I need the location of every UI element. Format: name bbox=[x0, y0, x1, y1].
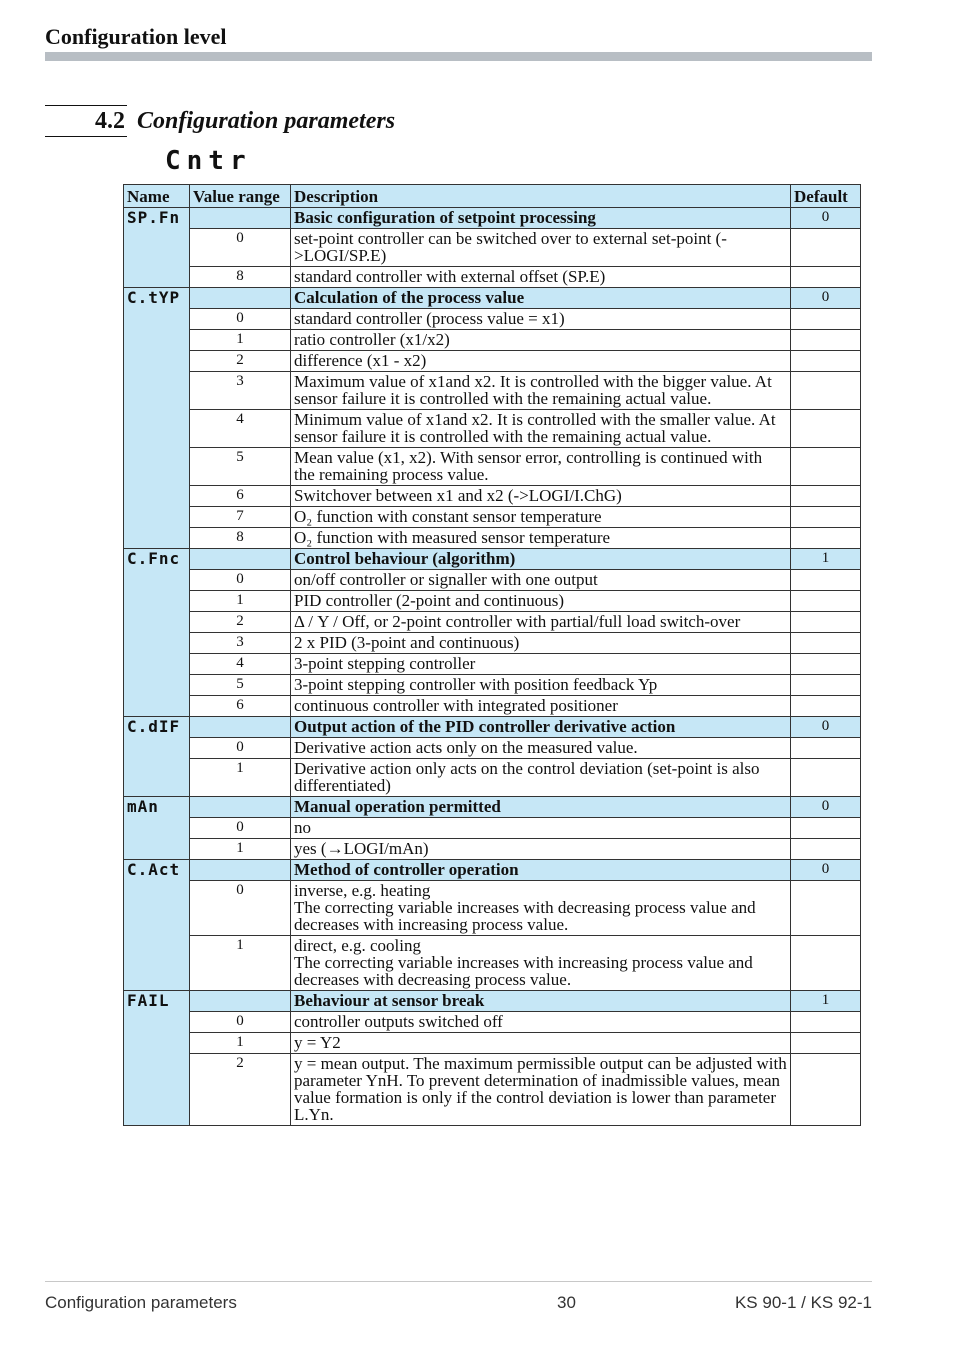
param-name-cell bbox=[124, 936, 190, 991]
param-name-cell bbox=[124, 881, 190, 936]
default-value: 0 bbox=[791, 797, 861, 818]
value-description: Maximum value of x1and x2. It is controlled with the bigger value. At sensor failure it is controlled with the remaining actual value. bbox=[291, 372, 791, 410]
table-row bbox=[124, 351, 861, 372]
default-cell bbox=[791, 1054, 861, 1126]
value-range-cell bbox=[190, 717, 291, 738]
param-name-cell bbox=[124, 839, 190, 860]
value-description: controller outputs switched off bbox=[291, 1012, 791, 1033]
default-value: 0 bbox=[791, 288, 861, 309]
default-cell bbox=[791, 267, 861, 288]
value-description: continuous controller with integrated positioner bbox=[291, 696, 791, 717]
value-range-cell bbox=[190, 991, 291, 1012]
value-range: 1 bbox=[190, 1033, 291, 1054]
value-description: no bbox=[291, 818, 791, 839]
default-cell bbox=[791, 633, 861, 654]
value-range-cell bbox=[190, 797, 291, 818]
value-range: 6 bbox=[190, 486, 291, 507]
param-name-cell bbox=[124, 229, 190, 267]
param-name-cell bbox=[124, 372, 190, 410]
group-row bbox=[124, 288, 861, 309]
table-row bbox=[124, 675, 861, 696]
param-name-cell bbox=[124, 818, 190, 839]
param-code: C.Act bbox=[127, 860, 181, 879]
table-row bbox=[124, 528, 861, 549]
default-cell bbox=[791, 330, 861, 351]
table-row bbox=[124, 570, 861, 591]
param-name-cell bbox=[124, 507, 190, 528]
table-row bbox=[124, 1054, 861, 1126]
default-cell bbox=[791, 229, 861, 267]
param-name bbox=[124, 549, 190, 570]
value-range: 1 bbox=[190, 591, 291, 612]
table-row bbox=[124, 372, 861, 410]
value-range: 1 bbox=[190, 936, 291, 991]
param-name-cell bbox=[124, 1012, 190, 1033]
group-row bbox=[124, 549, 861, 570]
default-cell bbox=[791, 486, 861, 507]
table-row bbox=[124, 591, 861, 612]
param-name-cell bbox=[124, 759, 190, 797]
value-range: 1 bbox=[190, 330, 291, 351]
default-cell bbox=[791, 410, 861, 448]
default-cell bbox=[791, 936, 861, 991]
default-cell bbox=[791, 507, 861, 528]
param-name-cell bbox=[124, 591, 190, 612]
group-description: Basic configuration of setpoint processing bbox=[291, 208, 791, 229]
value-range: 3 bbox=[190, 372, 291, 410]
default-cell bbox=[791, 372, 861, 410]
default-cell bbox=[791, 570, 861, 591]
col-header-name: Name bbox=[124, 185, 190, 208]
value-description: standard controller (process value = x1) bbox=[291, 309, 791, 330]
section-rule-top bbox=[45, 105, 127, 106]
col-header-description: Description bbox=[291, 185, 791, 208]
param-name-cell bbox=[124, 654, 190, 675]
value-description: Δ / Y / Off, or 2-point controller with partial/full load switch-over bbox=[291, 612, 791, 633]
param-name-cell bbox=[124, 1033, 190, 1054]
value-range: 0 bbox=[190, 738, 291, 759]
section-rule-bottom bbox=[45, 136, 127, 137]
table-row bbox=[124, 507, 861, 528]
param-name-cell bbox=[124, 696, 190, 717]
footer-page-number: 30 bbox=[557, 1293, 576, 1312]
param-name-cell bbox=[124, 351, 190, 372]
default-cell bbox=[791, 759, 861, 797]
param-code: SP.Fn bbox=[127, 208, 181, 227]
value-description: on/off controller or signaller with one output bbox=[291, 570, 791, 591]
value-description: Derivative action only acts on the control deviation (set-point is also differentiated) bbox=[291, 759, 791, 797]
param-name-cell bbox=[124, 633, 190, 654]
table-row bbox=[124, 654, 861, 675]
default-cell bbox=[791, 654, 861, 675]
value-range: 0 bbox=[190, 229, 291, 267]
value-range: 4 bbox=[190, 410, 291, 448]
param-name-cell bbox=[124, 612, 190, 633]
value-range: 2 bbox=[190, 612, 291, 633]
table-row bbox=[124, 486, 861, 507]
footer-left: Configuration parameters bbox=[45, 1293, 237, 1312]
table-row bbox=[124, 881, 861, 936]
param-name-cell bbox=[124, 570, 190, 591]
param-name bbox=[124, 288, 190, 309]
header-bar bbox=[45, 52, 872, 61]
param-name-cell bbox=[124, 267, 190, 288]
table-row bbox=[124, 1012, 861, 1033]
default-cell bbox=[791, 448, 861, 486]
table-row bbox=[124, 936, 861, 991]
default-cell bbox=[791, 351, 861, 372]
value-range: 5 bbox=[190, 675, 291, 696]
group-description: Control behaviour (algorithm) bbox=[291, 549, 791, 570]
table-row bbox=[124, 330, 861, 351]
footer-right: KS 90-1 / KS 92-1 bbox=[734, 1293, 872, 1312]
table-header-row bbox=[124, 185, 861, 208]
value-range-cell bbox=[190, 860, 291, 881]
value-range: 4 bbox=[190, 654, 291, 675]
value-range: 1 bbox=[190, 839, 291, 860]
default-value: 1 bbox=[791, 991, 861, 1012]
group-description: Manual operation permitted bbox=[291, 797, 791, 818]
table-row bbox=[124, 839, 861, 860]
value-range: 1 bbox=[190, 759, 291, 797]
table-body bbox=[124, 208, 861, 1126]
value-description: inverse, e.g. heating The correcting variable increases with decreasing process value and decreases with increasing process value. bbox=[291, 881, 791, 936]
value-description: difference (x1 - x2) bbox=[291, 351, 791, 372]
value-range: 7 bbox=[190, 507, 291, 528]
default-cell bbox=[791, 738, 861, 759]
param-code: FAIL bbox=[127, 991, 170, 1010]
default-cell bbox=[791, 528, 861, 549]
param-code: C.dIF bbox=[127, 717, 181, 736]
param-name-cell bbox=[124, 330, 190, 351]
table-row bbox=[124, 696, 861, 717]
value-range: 6 bbox=[190, 696, 291, 717]
parameter-code: Cntr bbox=[165, 146, 252, 176]
value-description: ratio controller (x1/x2) bbox=[291, 330, 791, 351]
value-range: 8 bbox=[190, 528, 291, 549]
value-range: 0 bbox=[190, 570, 291, 591]
section-title: Configuration parameters bbox=[137, 108, 396, 134]
default-cell bbox=[791, 1033, 861, 1054]
value-range: 3 bbox=[190, 633, 291, 654]
default-cell bbox=[791, 818, 861, 839]
value-description: 2 x PID (3-point and continuous) bbox=[291, 633, 791, 654]
value-description: 3-point stepping controller bbox=[291, 654, 791, 675]
value-range-cell bbox=[190, 549, 291, 570]
default-cell bbox=[791, 696, 861, 717]
param-name bbox=[124, 991, 190, 1012]
group-description: Method of controller operation bbox=[291, 860, 791, 881]
table-row bbox=[124, 267, 861, 288]
group-row bbox=[124, 860, 861, 881]
value-range: 8 bbox=[190, 267, 291, 288]
param-name bbox=[124, 797, 190, 818]
param-code: mAn bbox=[127, 797, 159, 816]
table-row bbox=[124, 410, 861, 448]
default-cell bbox=[791, 309, 861, 330]
table-row bbox=[124, 612, 861, 633]
value-range: 0 bbox=[190, 309, 291, 330]
default-cell bbox=[791, 591, 861, 612]
section-number: 4.2 bbox=[95, 108, 125, 134]
table-row bbox=[124, 818, 861, 839]
table-row bbox=[124, 633, 861, 654]
value-description: standard controller with external offset (SP.E) bbox=[291, 267, 791, 288]
value-description: y = Y2 bbox=[291, 1033, 791, 1054]
value-range: 2 bbox=[190, 351, 291, 372]
value-description: Mean value (x1, x2). With sensor error, controlling is continued with the remaining process value. bbox=[291, 448, 791, 486]
param-name bbox=[124, 860, 190, 881]
group-row bbox=[124, 797, 861, 818]
value-description: y = mean output. The maximum permissible output can be adjusted with parameter YnH. To prevent determination of inadmissible values, mean value formation is only if the control deviation is lower than parameter L.Yn. bbox=[291, 1054, 791, 1126]
param-name-cell bbox=[124, 309, 190, 330]
default-cell bbox=[791, 675, 861, 696]
value-description: direct, e.g. cooling The correcting variable increases with increasing process value and decreases with decreasing process value. bbox=[291, 936, 791, 991]
group-row bbox=[124, 717, 861, 738]
value-description: yes (→LOGI/mAn) bbox=[291, 839, 791, 860]
default-cell bbox=[791, 881, 861, 936]
param-name-cell bbox=[124, 410, 190, 448]
col-header-range: Value range bbox=[190, 185, 291, 208]
value-range: 2 bbox=[190, 1054, 291, 1126]
table-row bbox=[124, 738, 861, 759]
page-header-title: Configuration level bbox=[45, 24, 227, 49]
table-row bbox=[124, 229, 861, 267]
value-description: O₂ function with measured sensor temperature bbox=[291, 528, 791, 549]
col-header-default: Default bbox=[791, 185, 861, 208]
group-row bbox=[124, 208, 861, 229]
default-value: 0 bbox=[791, 208, 861, 229]
group-description: Behaviour at sensor break bbox=[291, 991, 791, 1012]
value-description: set-point controller can be switched over to external set-point (->LOGI/SP.E) bbox=[291, 229, 791, 267]
default-cell bbox=[791, 612, 861, 633]
value-range-cell bbox=[190, 288, 291, 309]
value-range: 0 bbox=[190, 818, 291, 839]
value-range: 0 bbox=[190, 1012, 291, 1033]
table-row bbox=[124, 448, 861, 486]
default-value: 0 bbox=[791, 860, 861, 881]
param-name-cell bbox=[124, 448, 190, 486]
table-row bbox=[124, 759, 861, 797]
value-description: 3-point stepping controller with position feedback Yp bbox=[291, 675, 791, 696]
default-value: 1 bbox=[791, 549, 861, 570]
group-description: Calculation of the process value bbox=[291, 288, 791, 309]
default-cell bbox=[791, 1012, 861, 1033]
value-range: 0 bbox=[190, 881, 291, 936]
param-name-cell bbox=[124, 1054, 190, 1126]
param-code: C.tYP bbox=[127, 288, 181, 307]
default-value: 0 bbox=[791, 717, 861, 738]
value-description: O₂ function with constant sensor temperature bbox=[291, 507, 791, 528]
table-row bbox=[124, 309, 861, 330]
value-description: Derivative action acts only on the measured value. bbox=[291, 738, 791, 759]
group-row bbox=[124, 991, 861, 1012]
table-row bbox=[124, 1033, 861, 1054]
group-description: Output action of the PID controller derivative action bbox=[291, 717, 791, 738]
param-name bbox=[124, 717, 190, 738]
param-name-cell bbox=[124, 738, 190, 759]
value-description: PID controller (2-point and continuous) bbox=[291, 591, 791, 612]
param-name-cell bbox=[124, 675, 190, 696]
value-range-cell bbox=[190, 208, 291, 229]
param-name bbox=[124, 208, 190, 229]
default-cell bbox=[791, 839, 861, 860]
footer-rule bbox=[45, 1281, 872, 1282]
parameter-table bbox=[123, 184, 861, 1126]
param-name-cell bbox=[124, 528, 190, 549]
value-range: 5 bbox=[190, 448, 291, 486]
value-description: Switchover between x1 and x2 (->LOGI/I.ChG) bbox=[291, 486, 791, 507]
value-description: Minimum value of x1and x2. It is controlled with the smaller value. At sensor failure it is controlled with the remaining actual value. bbox=[291, 410, 791, 448]
param-code: C.Fnc bbox=[127, 549, 181, 568]
param-name-cell bbox=[124, 486, 190, 507]
